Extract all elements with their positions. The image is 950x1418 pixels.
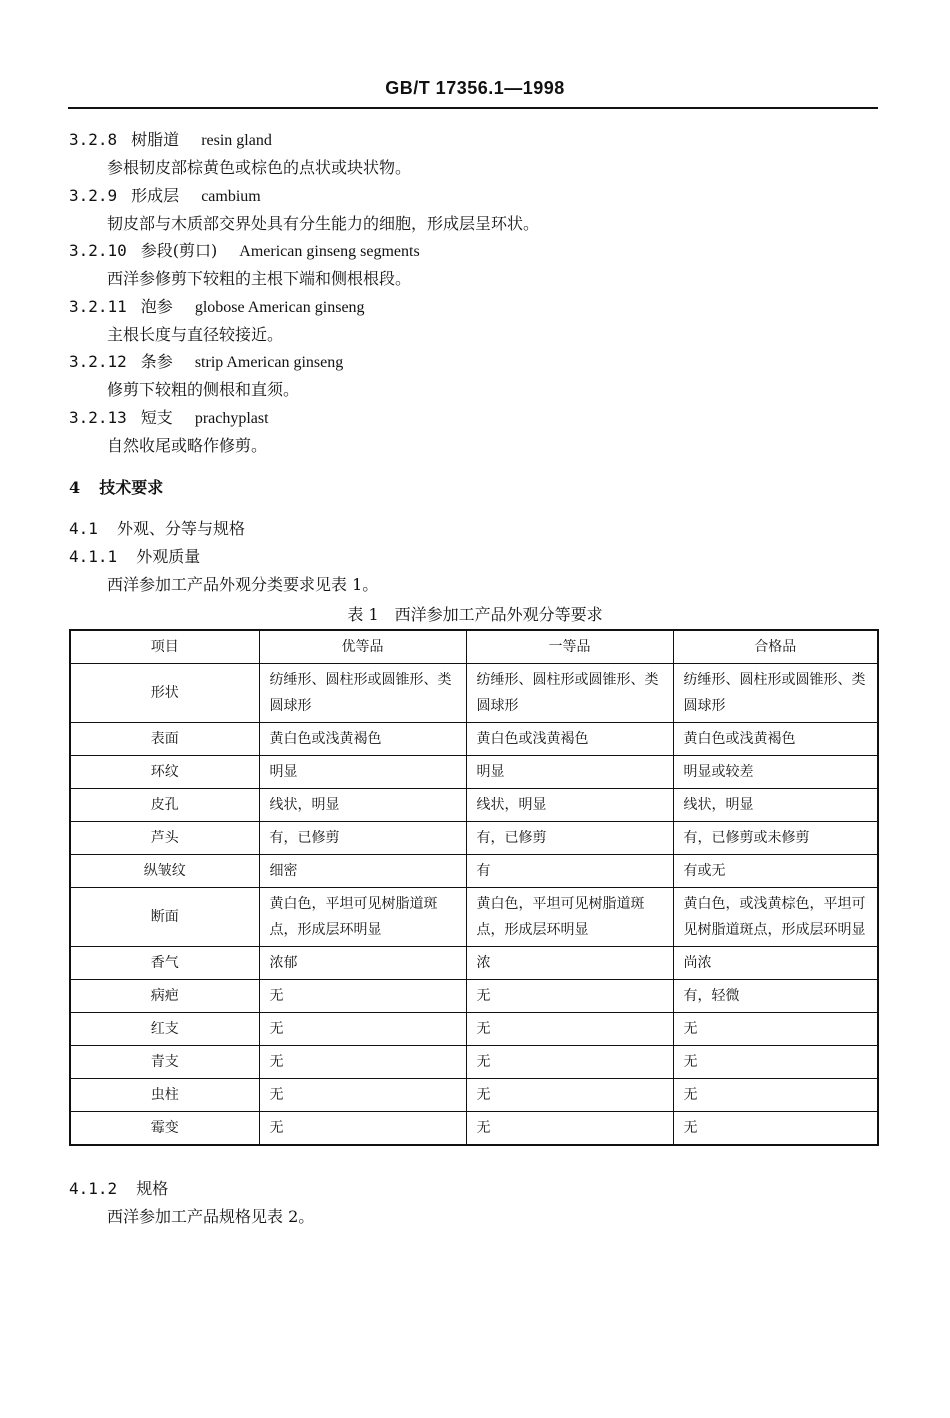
- section-4-1-2-text: 西洋参加工产品规格见表 2。: [107, 1207, 315, 1226]
- column-header: 合格品: [673, 630, 878, 664]
- grade-cell: 无: [466, 1013, 673, 1046]
- grade-cell: 无: [259, 1046, 466, 1079]
- table-row: [70, 1112, 878, 1146]
- grade-cell: 有，已修剪或未修剪: [673, 822, 878, 855]
- table-caption: 表 1 西洋参加工产品外观分等要求: [347, 605, 603, 624]
- section-4-1-1-text: 西洋参加工产品外观分类要求见表 1。: [107, 575, 379, 594]
- grade-cell: 黄白色或浅黄褐色: [673, 723, 878, 756]
- grade-cell: 尚浓: [673, 947, 878, 980]
- definition-heading: [69, 130, 272, 151]
- section-title: 规格: [136, 1179, 169, 1198]
- grade-cell: 有: [466, 855, 673, 888]
- section-4-1-1-heading: [69, 547, 200, 567]
- row-item-cell: 断面: [70, 888, 259, 947]
- row-item-cell: 形状: [70, 664, 259, 723]
- definition-english-term: resin gland: [201, 132, 272, 149]
- row-item-cell: 红支: [70, 1013, 259, 1046]
- grade-cell: 线状，明显: [259, 789, 466, 822]
- grade-cell: 有或无: [673, 855, 878, 888]
- definition-number: 3.2.11: [69, 296, 127, 316]
- table-row: [70, 1046, 878, 1079]
- definition-number: 3.2.9: [69, 185, 118, 205]
- grade-cell: 浓: [466, 947, 673, 980]
- definition-english-term: strip American ginseng: [194, 354, 344, 371]
- row-item-cell: 香气: [70, 947, 259, 980]
- definition-heading: [69, 408, 269, 429]
- definition-description: 主根长度与直径较接近。: [107, 324, 284, 344]
- definition-term: 泡参: [140, 296, 173, 316]
- table-row: [70, 947, 878, 980]
- table-row: [70, 664, 878, 723]
- row-item-cell: 表面: [70, 723, 259, 756]
- section-number: 4: [69, 478, 81, 497]
- grade-cell: 无: [466, 980, 673, 1013]
- grade-cell: 黄白色或浅黄褐色: [259, 723, 466, 756]
- grade-cell: 无: [673, 1046, 878, 1079]
- grade-cell: 无: [466, 1079, 673, 1112]
- row-item-cell: 皮孔: [70, 789, 259, 822]
- column-header: 项目: [70, 630, 259, 664]
- row-item-cell: 病疤: [70, 980, 259, 1013]
- table-row: [70, 980, 878, 1013]
- section-title: 技术要求: [99, 478, 164, 497]
- definition-term: 树脂道: [131, 130, 180, 149]
- grade-cell: 无: [259, 1079, 466, 1112]
- grade-cell: 纺缍形、圆柱形或圆锥形、类圆球形: [673, 664, 878, 723]
- grade-cell: 黄白色或浅黄褐色: [466, 723, 673, 756]
- grade-cell: 黄白色，或浅黄棕色，平坦可见树脂道斑点，形成层环明显: [673, 888, 878, 947]
- grade-cell: 纺缍形、圆柱形或圆锥形、类圆球形: [466, 664, 673, 723]
- grade-cell: 细密: [259, 855, 466, 888]
- table-row: [70, 1079, 878, 1112]
- table-row: [70, 756, 878, 789]
- grade-cell: 浓郁: [259, 947, 466, 980]
- grade-cell: 无: [259, 1112, 466, 1146]
- table-header-row: [70, 630, 878, 664]
- table-row: [70, 822, 878, 855]
- section-4-1-heading: [69, 519, 245, 539]
- table-row: [70, 1013, 878, 1046]
- definition-english-term: cambium: [201, 187, 261, 205]
- section-4-heading: [69, 478, 163, 498]
- grade-cell: 黄白色，平坦可见树脂道斑点，形成层环明显: [466, 888, 673, 947]
- grade-cell: 纺缍形、圆柱形或圆锥形、类圆球形: [259, 664, 466, 723]
- definition-term: 短支: [140, 407, 173, 427]
- grade-cell: 有，已修剪: [259, 822, 466, 855]
- table-row: [70, 855, 878, 888]
- row-item-cell: 纵皱纹: [70, 855, 259, 888]
- definition-english-term: globose American ginseng: [194, 298, 365, 316]
- definition-term: 参段(剪口): [140, 241, 218, 260]
- grade-cell: 无: [673, 1112, 878, 1146]
- grade-cell: 无: [466, 1112, 673, 1146]
- grade-cell: 有，轻微: [673, 980, 878, 1013]
- definition-description: 自然收尾或略作修剪。: [107, 435, 268, 455]
- definition-description: 修剪下较粗的侧根和直须。: [107, 380, 300, 399]
- definition-heading: [69, 297, 365, 318]
- definition-english-term: prachyplast: [194, 409, 269, 427]
- section-number: 4.1: [69, 519, 98, 538]
- row-item-cell: 虫柱: [70, 1079, 259, 1112]
- section-number: 4.1.1: [69, 547, 118, 566]
- grade-cell: 明显或较差: [673, 756, 878, 789]
- definition-number: 3.2.13: [69, 407, 127, 427]
- grade-cell: 无: [466, 1046, 673, 1079]
- definition-number: 3.2.10: [69, 241, 127, 260]
- section-title: 外观质量: [136, 547, 201, 566]
- table-row: [70, 723, 878, 756]
- section-number: 4.1.2: [69, 1179, 118, 1198]
- definition-number: 3.2.12: [69, 352, 127, 371]
- grade-cell: 线状，明显: [673, 789, 878, 822]
- definition-heading: [69, 352, 343, 373]
- grade-cell: 明显: [466, 756, 673, 789]
- definition-term: 形成层: [131, 185, 180, 205]
- section-4-1-2-heading: [69, 1179, 168, 1199]
- definition-number: 3.2.8: [69, 130, 118, 149]
- column-header: 优等品: [259, 630, 466, 664]
- definition-description: 西洋参修剪下较粗的主根下端和侧根根段。: [107, 269, 412, 288]
- definition-description: 韧皮部与木质部交界处具有分生能力的细胞，形成层呈环状。: [107, 213, 540, 233]
- definition-heading: [69, 241, 420, 262]
- grade-cell: 无: [259, 980, 466, 1013]
- column-header: 一等品: [466, 630, 673, 664]
- section-title: 外观、分等与规格: [117, 519, 246, 538]
- row-item-cell: 青支: [70, 1046, 259, 1079]
- grade-cell: 线状，明显: [466, 789, 673, 822]
- grade-cell: 无: [673, 1013, 878, 1046]
- grade-cell: 无: [259, 1013, 466, 1046]
- table-body: [70, 664, 878, 1146]
- definition-term: 条参: [140, 352, 173, 371]
- table-row: [70, 888, 878, 947]
- row-item-cell: 霉变: [70, 1112, 259, 1146]
- grade-cell: 黄白色，平坦可见树脂道斑点，形成层环明显: [259, 888, 466, 947]
- definition-english-term: American ginseng segments: [239, 243, 420, 260]
- grade-cell: 明显: [259, 756, 466, 789]
- row-item-cell: 芦头: [70, 822, 259, 855]
- definition-description: 参根韧皮部棕黄色或棕色的点状或块状物。: [107, 158, 412, 177]
- row-item-cell: 环纹: [70, 756, 259, 789]
- header-rule: [68, 107, 878, 109]
- grade-cell: 有，已修剪: [466, 822, 673, 855]
- grade-cell: 无: [673, 1079, 878, 1112]
- document-header: GB/T 17356.1—1998: [385, 78, 565, 98]
- appearance-grade-table: [69, 629, 879, 1146]
- definition-heading: [69, 186, 261, 207]
- table-row: [70, 789, 878, 822]
